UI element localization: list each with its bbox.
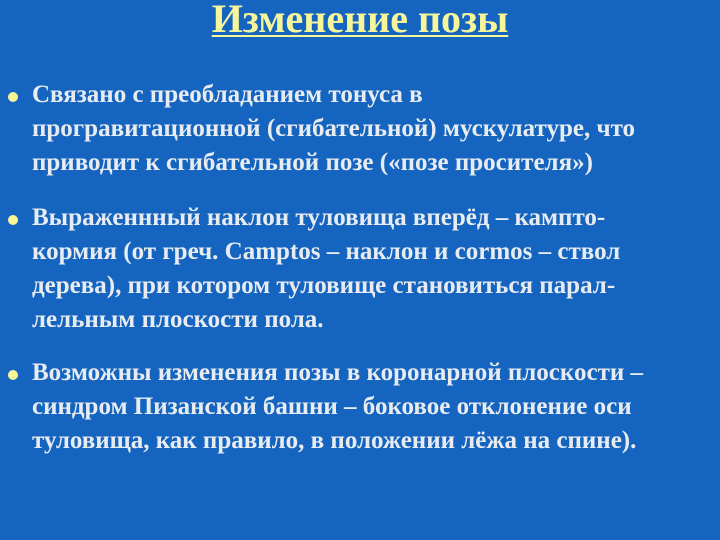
bullet-dot-icon [8, 215, 18, 225]
bullet-1-line-3: приводит к сгибательной позе («позе просителя») [32, 149, 593, 176]
bullet-dot-icon [8, 92, 18, 102]
bullet-3-line-1: Возможны изменения позы в коронарной плоскости – [32, 359, 643, 386]
bullet-1-line-1: Связано с преобладанием тонуса в [32, 81, 423, 108]
bullet-2-line-4: лельным плоскости пола. [32, 306, 324, 333]
bullet-2-line-1: Выраженнный наклон туловища вперёд – кампто- [32, 204, 606, 231]
bullet-item-3 [32, 356, 720, 458]
bullet-1-line-2: програвитационной (сгибательной) мускулатуре, что [32, 115, 636, 142]
bullet-2-line-2: кормия (от греч. Camptos – наклон и cormos – ствол [32, 238, 621, 265]
bullet-item-2 [32, 201, 720, 337]
bullet-3-line-3: туловища, как правило, в положении лёжа на спине). [32, 427, 637, 454]
bullet-item-1 [32, 78, 720, 180]
bullet-2-line-3: дерева), при котором туловище становиться парал- [32, 272, 616, 299]
slide-title: Изменение позы [211, 0, 509, 41]
bullet-3-line-2: синдром Пизанской башни – боковое отклонение оси [32, 393, 632, 420]
bullet-dot-icon [8, 370, 18, 380]
